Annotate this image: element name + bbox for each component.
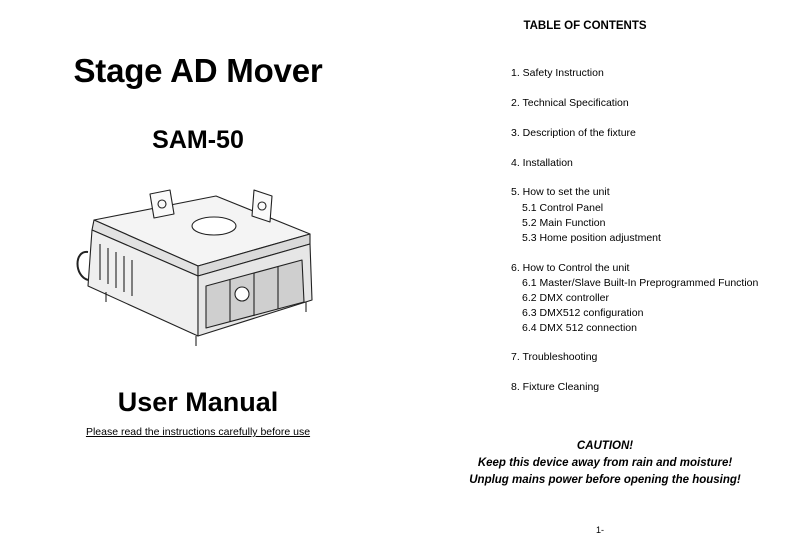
manual-title: User Manual xyxy=(117,387,279,417)
model-number: SAM-50 xyxy=(152,126,244,154)
toc-subitem[interactable]: 6.3 DMX512 configuration xyxy=(522,307,644,319)
toc-item[interactable]: 4. Installation xyxy=(511,157,573,169)
caution-notice xyxy=(420,438,790,489)
page-number: 1- xyxy=(595,525,604,535)
toc-subitem[interactable]: 5.1 Control Panel xyxy=(522,202,604,214)
toc-item[interactable]: 6. How to Control the unit xyxy=(511,262,630,274)
toc-subitem[interactable]: 6.4 DMX 512 connection xyxy=(522,322,637,334)
toc-subitem[interactable]: 6.2 DMX controller xyxy=(522,292,609,304)
toc-subitem[interactable]: 5.3 Home position adjustment xyxy=(522,232,661,244)
toc-item[interactable]: 2. Technical Specification xyxy=(511,97,629,109)
toc-heading: TABLE OF CONTENTS xyxy=(523,20,647,32)
toc-item[interactable]: 5. How to set the unit xyxy=(511,186,610,198)
toc-item[interactable]: 7. Troubleshooting xyxy=(511,351,598,363)
toc-subitem[interactable]: 5.2 Main Function xyxy=(522,217,606,229)
moving-head-fixture-illustration xyxy=(66,168,336,358)
toc-item[interactable]: 1. Safety Instruction xyxy=(511,67,604,79)
read-instructions-note: Please read the instructions carefully before use xyxy=(85,426,311,438)
caution-heading: CAUTION! xyxy=(576,440,634,452)
caution-line-moisture: Keep this device away from rain and moisture! xyxy=(477,457,733,469)
toc-item[interactable]: 8. Fixture Cleaning xyxy=(511,381,600,393)
caution-line-unplug: Unplug mains power before opening the housing! xyxy=(469,474,741,486)
document-title: Stage AD Mover xyxy=(73,52,323,89)
toc-item[interactable]: 3. Description of the fixture xyxy=(511,127,636,139)
toc-subitem[interactable]: 6.1 Master/Slave Built-In Preprogrammed Function xyxy=(522,277,759,289)
